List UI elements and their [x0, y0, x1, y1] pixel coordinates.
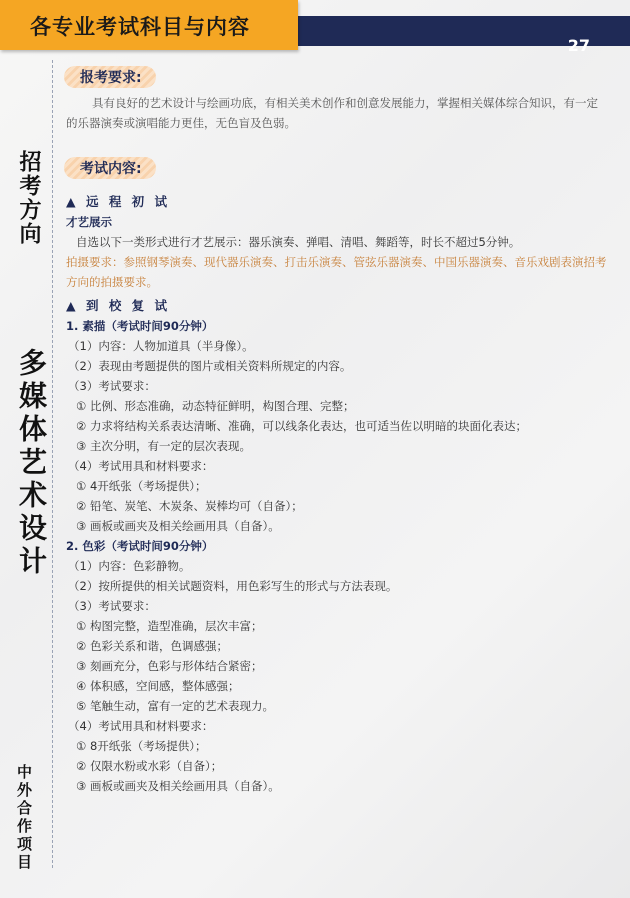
- color-list-item: （2）按所提供的相关试题资料，用色彩写生的形式与方法表现。: [68, 579, 398, 593]
- color-list-item: （3）考试要求：: [68, 599, 156, 613]
- color-title: 2. 色彩（考试时间90分钟）: [66, 539, 214, 553]
- sketch-list-item: ③ 主次分明，有一定的层次表现。: [76, 439, 251, 453]
- content-badge: 考试内容:: [64, 157, 156, 179]
- sketch-list-item: ② 铅笔、炭笔、木炭条、炭棒均可（自备）；: [76, 499, 303, 513]
- remote-heading: ▲ 远 程 初 试: [66, 194, 171, 209]
- color-list-item: ④ 体积感，空间感，整体感强；: [76, 679, 240, 693]
- remote-sub: 才艺展示: [66, 215, 112, 229]
- side-label-major: 多媒体艺术设计: [15, 348, 48, 579]
- color-list-item: （1）内容：色彩静物。: [68, 559, 191, 573]
- color-list-item: ③ 刻画充分，色彩与形体结合紧密；: [76, 659, 263, 673]
- page-number: 27: [567, 36, 590, 55]
- remote-text: 自选以下一类形式进行才艺展示：器乐演奏、弹唱、清唱、舞蹈等，时长不超过5分钟。: [76, 235, 521, 249]
- page-title: 各专业考试科目与内容: [30, 15, 250, 39]
- sketch-list-item: ① 4开纸张（考场提供）；: [76, 479, 207, 493]
- color-list-item: ② 色彩关系和谐，色调感强；: [76, 639, 228, 653]
- color-list-item: ① 构图完整，造型准确，层次丰富；: [76, 619, 263, 633]
- sketch-list-item: （4）考试用具和材料要求：: [68, 459, 214, 473]
- title-box: [0, 0, 298, 50]
- color-list-item: ③ 画板或画夹及相关绘画用具（自备）。: [76, 779, 280, 793]
- exam-content: [66, 192, 611, 796]
- sketch-list-item: ② 力求将结构关系表达清晰、准确，可以线条化表达，也可适当佐以明暗的块面化表达；: [76, 419, 527, 433]
- sketch-list-item: （3）考试要求：: [68, 379, 156, 393]
- side-label-direction: 招考方向: [16, 150, 41, 246]
- side-label-project: 中外合作项目: [15, 764, 33, 872]
- requirements-text: 具有良好的艺术设计与绘画功底，有相关美术创作和创意发展能力，掌握相关媒体综合知识，有一定的乐器演奏或演唱能力更佳，无色盲及色弱。: [66, 96, 598, 130]
- sketch-title: 1. 素描（考试时间90分钟）: [66, 319, 214, 333]
- color-list-item: ① 8开纸张（考场提供）；: [76, 739, 207, 753]
- onsite-heading: ▲ 到 校 复 试: [66, 298, 171, 313]
- filming-requirement: 拍摄要求：参照钢琴演奏、现代器乐演奏、打击乐演奏、管弦乐器演奏、中国乐器演奏、音乐戏剧表演招考方向的拍摄要求。: [66, 255, 607, 289]
- sketch-list-item: ① 比例、形态准确，动态特征鲜明，构图合理、完整；: [76, 399, 355, 413]
- sketch-list-item: （2）表现由考题提供的图片或相关资料所规定的内容。: [68, 359, 352, 373]
- sketch-list-item: ③ 画板或画夹及相关绘画用具（自备）。: [76, 519, 280, 533]
- color-list-item: ② 仅限水粉或水彩（自备）；: [76, 759, 223, 773]
- requirements-badge: 报考要求:: [64, 66, 156, 88]
- dashed-divider: [52, 60, 53, 868]
- color-list-item: （4）考试用具和材料要求：: [68, 719, 214, 733]
- sketch-list-item: （1）内容：人物加道具（半身像）。: [68, 339, 254, 353]
- color-list-item: ⑤ 笔触生动，富有一定的艺术表现力。: [76, 699, 274, 713]
